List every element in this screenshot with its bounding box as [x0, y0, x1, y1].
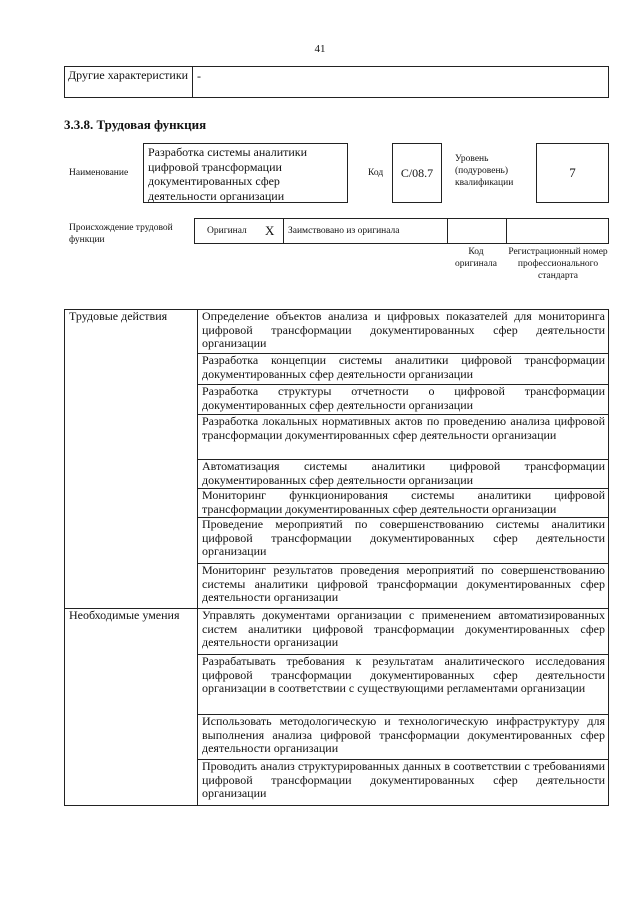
origin-divider: [283, 219, 284, 243]
section-title: 3.3.8. Трудовая функция: [64, 117, 207, 132]
origin-borrowed-label: Заимствовано из оригинала: [288, 226, 400, 236]
required-skills-label: Необходимые умения: [65, 609, 198, 806]
skill-item: Проводить анализ структурированных данных в соответствии с требованиями цифровой трансформации документированных сфер деятельности организации: [198, 760, 609, 806]
other-characteristics-table: [64, 66, 609, 98]
labor-action-item: Разработка структуры отчетности о цифровой трансформации документированных сфер деятельности организации: [198, 385, 609, 415]
code-label: Код: [368, 168, 384, 178]
origin-label: Происхождение трудовой функции: [69, 223, 173, 245]
labor-action-item: Определение объектов анализа и цифровых показателей для мониторинга цифровой трансформации документированных сфер деятельности организации: [198, 310, 609, 354]
labor-action-item: Разработка локальных нормативных актов по проведению анализа цифровой трансформации документированных сфер деятельности организации: [198, 415, 609, 460]
labor-action-item: Разработка концепции системы аналитики цифровой трансформации документированных сфер деятельности организации: [198, 354, 609, 385]
labor-actions-label: Трудовые действия: [65, 310, 198, 609]
labor-action-item: Мониторинг результатов проведения мероприятий по совершенствованию системы аналитики цифровой трансформации документированных сфер деятельности организации: [198, 564, 609, 609]
name-value: Разработка системы аналитики цифровой трансформации документированных сфер деятельности организации: [143, 143, 348, 203]
code-original-label: Код оригинала: [455, 247, 497, 269]
qualification-level-value: 7: [536, 143, 609, 203]
other-characteristics-label: Другие характеристики: [65, 67, 193, 97]
labor-action-item: Автоматизация системы аналитики цифровой трансформации документированных сфер деятельности организации: [198, 460, 609, 489]
skill-item: Использовать методологическую и технологическую инфраструктуру для выполнения анализа цифровой трансформации документированных сфер деятельности организации: [198, 715, 609, 760]
name-label: Наименование: [69, 168, 129, 178]
other-characteristics-value: -: [197, 69, 201, 83]
labor-action-item: Проведение мероприятий по совершенствованию системы аналитики цифровой трансформации документированных сфер деятельности организации: [198, 518, 609, 564]
qualification-level-label: Уровень (подуровень) квалификации: [455, 154, 514, 188]
skill-item: Управлять документами организации с применением автоматизированных систем аналитики цифровой трансформации документированных сфер деятельности организации: [198, 609, 609, 655]
origin-original-label: Оригинал: [207, 226, 247, 236]
origin-mark: X: [265, 223, 275, 238]
origin-table: [194, 218, 609, 244]
registration-number-label: Регистрационный номер профессионального стандарта: [508, 247, 608, 281]
function-table: [64, 309, 609, 806]
page-number: 41: [314, 43, 326, 55]
skill-item: Разрабатывать требования к результатам аналитического исследования цифровой трансформации документированных сфер деятельности организации в соответствии с существующими регламентами организации: [198, 655, 609, 715]
origin-divider: [506, 219, 507, 243]
origin-divider: [447, 219, 448, 243]
code-value: C/08.7: [392, 143, 442, 203]
labor-action-item: Мониторинг функционирования системы аналитики цифровой трансформации документированных сфер деятельности организации: [198, 489, 609, 518]
